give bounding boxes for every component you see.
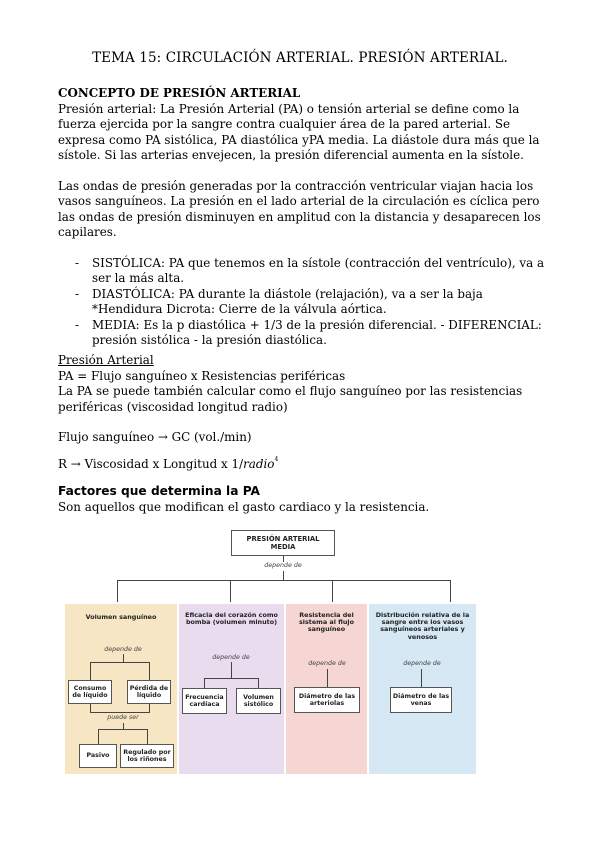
paragraph-presion-arterial: Presión arterial: La Presión Arterial (PA) o tensión arterial se define como la fuerza ejercida por la sangre contra cualquier área de la pared arterial. Se expresa como PA sistólica, PA diastólica yPA media. La diástole dura más que la sístole. Si las arterias envejecen, la presión diferencial aumenta en la sístole.	[58, 101, 540, 162]
section-factores	[58, 484, 548, 515]
formula-r-prefix: R → Viscosidad x Longitud x 1/	[58, 456, 244, 471]
bullet-list	[58, 256, 548, 349]
connector	[117, 580, 451, 581]
diagram-label-puede-ser: puede ser	[107, 714, 139, 721]
paragraph-ondas: Las ondas de presión generadas por la contracción ventricular viajan hacia los vasos sanguíneos. La presión en el lado arterial de la circulación es cíclica pero las ondas de presión disminuyen en amplitud con la distancia y desaparecen los capilares.	[58, 178, 541, 239]
column-title-resistencia: Resistencia del sistema al flujo sanguíneo	[299, 611, 354, 634]
connector	[149, 704, 150, 712]
box-regulado: Regulado por los riñones	[120, 744, 174, 768]
bullet-text: SISTÓLICA: PA que tenemos en la sístole (contracción del ventrículo), va a ser la más alta.	[92, 255, 545, 285]
section-presion	[58, 353, 548, 472]
column-title-distribucion: Distribución relativa de la sangre entre los vasos sanguíneos arteriales y venosos	[375, 611, 470, 641]
connector	[332, 580, 333, 602]
connector	[90, 712, 150, 713]
bullet-text: DIASTÓLICA: PA durante la diástole (relajación), va a ser la baja *Hendidura Dicrota: Cierre de la válvula aórtica.	[92, 286, 483, 316]
connector	[450, 580, 451, 602]
diagram-label-depende: depende de	[264, 562, 302, 569]
spacer	[58, 164, 548, 179]
box-diametro-venas: Diámetro de las venas	[390, 687, 452, 713]
box-volumen-sistolico: Volumen sistólico	[236, 688, 281, 714]
spacer	[58, 415, 548, 430]
connector	[230, 580, 231, 602]
column-title-eficacia: Eficacia del corazón como bomba (volumen minuto)	[185, 611, 278, 627]
paragraph-factores: Son aquellos que modifican el gasto cardiaco y la resistencia.	[58, 499, 430, 514]
connector	[147, 729, 148, 744]
connector	[98, 729, 148, 730]
box-consumo: Consumo de líquido	[68, 680, 112, 704]
box-pasivo: Pasivo	[79, 744, 117, 768]
list-item: - MEDIA: Es la p diastólica + 1/3 de la presión diferencial. - DIFERENCIAL: presión sistólica - la presión diastólica.	[75, 317, 542, 347]
bullet-text: MEDIA: Es la p diastólica + 1/3 de la presión diferencial. - DIFERENCIAL: presión sistólica - la presión diastólica.	[92, 317, 542, 347]
box-frecuencia: Frecuencia cardíaca	[182, 688, 227, 714]
section-concepto	[58, 86, 548, 349]
formula-r-exponent: 4	[274, 455, 279, 463]
formula-r-radio: radio	[243, 456, 275, 471]
paragraph-calculo: La PA se puede también calcular como el flujo sanguíneo por las resistencias periféricas (viscosidad longitud radio)	[58, 384, 523, 414]
connector	[258, 678, 259, 688]
section-heading-factores: Factores que determina la PA	[58, 484, 260, 498]
connector	[90, 704, 91, 712]
diagram-label-depende: depende de	[104, 646, 142, 653]
connector	[117, 580, 118, 602]
connector	[231, 662, 232, 678]
formula-pa: PA = Flujo sanguíneo x Resistencias periféricas	[58, 368, 346, 383]
column-title-volumen: Volumen sanguíneo	[85, 613, 157, 621]
connector	[98, 729, 99, 744]
connector	[149, 662, 150, 680]
connector	[283, 571, 284, 580]
box-perdida: Pérdida de líquido	[127, 680, 171, 704]
connector	[327, 669, 328, 687]
formula-flujo: Flujo sanguíneo → GC (vol./min)	[58, 430, 252, 444]
diagram-top-box: PRESIÓN ARTERIAL MEDIA	[231, 530, 335, 556]
connector	[204, 678, 205, 688]
diagram-label-depende: depende de	[212, 654, 250, 661]
formula-resistencia	[58, 452, 548, 473]
page-title: TEMA 15: CIRCULACIÓN ARTERIAL. PRESIÓN ARTERIAL.	[92, 50, 508, 66]
connector	[123, 654, 124, 662]
connector	[90, 662, 150, 663]
list-item: - DIASTÓLICA: PA durante la diástole (relajación), va a ser la baja *Hendidura Dicrota: Cierre de la válvula aórtica.	[75, 286, 483, 316]
factors-diagram	[65, 528, 540, 778]
connector	[421, 669, 422, 687]
section-heading-presion: Presión Arterial	[58, 353, 154, 367]
diagram-label-depende: depende de	[308, 660, 346, 667]
section-heading-concepto: CONCEPTO DE PRESIÓN ARTERIAL	[58, 86, 301, 100]
list-item: - SISTÓLICA: PA que tenemos en la sístole (contracción del ventrículo), va a ser la más alta.	[75, 255, 545, 285]
connector	[90, 662, 91, 680]
connector	[204, 678, 259, 679]
spacer	[58, 241, 548, 256]
box-diametro-arteriolas: Diámetro de las arteriolas	[294, 687, 360, 713]
diagram-label-depende: depende de	[403, 660, 441, 667]
